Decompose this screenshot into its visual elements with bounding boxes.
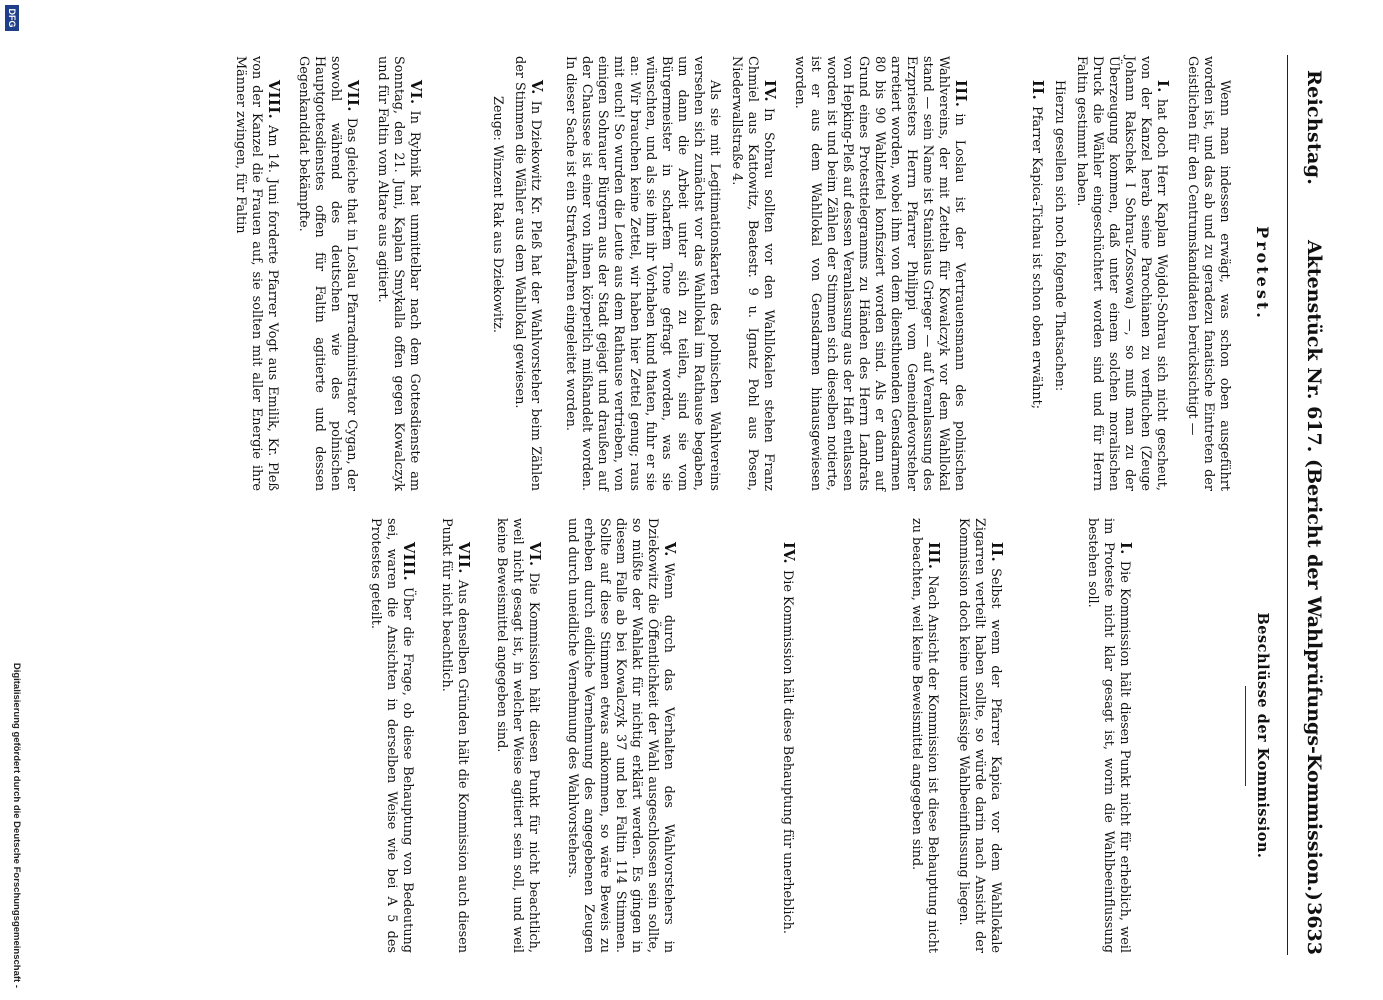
protest-item-v	[511, 56, 544, 491]
digitization-footer	[4, 0, 28, 1000]
item-text: Hierzu gesellen sich noch folgende Thatsachen:	[1052, 80, 1067, 392]
resolution-item-iv	[779, 518, 796, 953]
item-text: In Dziekowitz Kr. Pleß hat der Wahlvorsteher beim Zählen der Stimmen die Wähler aus dem Wahllokal gewiesen.	[512, 56, 543, 491]
resolution-item-viii	[367, 518, 416, 953]
header-title: Aktenstück Nr. 617. (Bericht der Wahlprüfungs-Kommission.)	[1303, 240, 1325, 901]
item-number: VIII.	[265, 80, 282, 120]
protest-note	[1051, 56, 1067, 491]
protest-item-vii	[295, 56, 360, 491]
item-number: II.	[1029, 80, 1046, 101]
item-number: VI.	[407, 80, 424, 105]
item-text: Die Kommission hält diese Behauptung für unerheblich.	[780, 570, 795, 934]
resolution-item-i	[1084, 518, 1133, 953]
item-text: in Loslau ist der Vertrauensmann des polnischen Wahlvereins, der mit Zetteln für Kowalczyk vor dem Wahllokal stand — sein Name ist Stanislaus Grieger — auf Veranlassung des Erzpriesters Herrn Pfarrer Philippi vom Gemeindevorsteher arretiert worden, wobei ihm von dem diensthuenden Gensdarmen 80 bis 90 Wahlzettel konfisziert worden sind. Als er dann auf Grund eines Protesttelegramms zu Händen des Herrn Landrats von Hepking-Pleß auf dessen Veranlassung aus der Haft entlassen worden ist und beim Zählen der Stimmen sich dieselben notierte, ist er aus dem Wahllokal von Gensdarmen hinausgewiesen worden.	[792, 56, 967, 491]
protest-item-vi	[374, 56, 423, 491]
page-header	[1291, 55, 1325, 955]
protest-intro: Wenn man indessen erwägt, was schon oben ausgeführt worden ist, und das ab und zu geradezu fanatische Eintreten der Geistlichen für den Centrumskandidaten berücksichtigt —	[1185, 56, 1232, 491]
header-left: Reichstag.	[1303, 70, 1325, 186]
item-text: Zeuge: Winzent Rak aus Dziekowitz.	[490, 96, 505, 333]
resolution-item-iii	[908, 518, 941, 953]
item-number: IV.	[761, 80, 778, 103]
resolution-item-ii	[955, 518, 1004, 953]
item-text: Wenn durch das Verhalten des Wahlvorstehers in Dziekowitz die Öffentlichkeit der Wahl ausgeschlossen sein sollte, so müßte der Wahlakt für nichtig erklärt werden. Es gingen in diesem Falle ab bei Kowalczyk 37 und bei Faltin 114 Stimmen. Sollte auf diese Stimmen etwas ankommen, so wäre Beweis zu erheben durch eidliche Vernehmung des angegebenen Zeugen und durch uneidliche Vernehmung des Wahlvorstehers.	[565, 518, 676, 953]
item-text: Als sie mit Legitimationskarten des polnischen Wahlvereins versehen sich zunächst vor das Wahllokal im Rathause begaben, um dann die Arbeit unter sich zu teilen, sind sie vom Bürgermeister in scharfem Tone gefragt worden, was sie wünschten, und als sie ihm ihr Vorhaben kund thaten, fuhr er sie an: Wir brauchen keine Zettel, wir haben hier Zettel genug; raus mit euch! So wurden die Leute aus dem Rathause vertrieben, von einigen Sohrauer Bürgern aus der Stadt gejagt und draußen auf der Chaussee ist einer von ihnen körperlich mißhandelt worden. In dieser Sache ist ein Strafverfahren eingeleitet worden.	[563, 56, 722, 491]
protest-item-ii	[1028, 56, 1045, 491]
item-text: Selbst wenn der Pfarrer Kapica vor dem Wahllokale Zigarren verteilt haben sollte, so würde darin nach Ansicht der Kommission doch keine unzulässige Wahlbeeinflussung liegen.	[956, 518, 1003, 953]
header-rule	[1287, 55, 1288, 955]
item-number: VII.	[344, 80, 361, 112]
item-text: In Sohrau sollten vor den Wahllokalen stehen Franz Chmiel aus Kattowitz, Beatestr. 9 u. Ignatz Pohl aus Posen, Niederwallstraße 4.	[729, 56, 776, 491]
dfg-logo: DFG	[5, 5, 19, 31]
item-text: Die Kommission hält diesen Punkt nicht für erheblich, weil im Proteste nicht klar gesagt ist, worin die Wahlbeeinflussung bestehen soll.	[1085, 518, 1132, 953]
item-number: V.	[528, 80, 545, 95]
item-number: III.	[952, 80, 969, 108]
item-text: Pfarrer Kapica-Tichau ist schon oben erwähnt;	[1029, 106, 1044, 410]
protest-heading: Protest.	[1253, 226, 1272, 321]
resolution-item-vi	[493, 518, 542, 953]
item-number: I.	[1117, 542, 1134, 555]
protest-item-iv	[728, 56, 777, 491]
item-text: hat doch Herr Kaplan Wojdol-Sohrau sich nicht gescheut, von der Kanzel herab seine Parochianen zu verfluchen (Zeuge Johann Rakschek I Sohrau-Zossowa) —, so muß man zu der Überzeugung kommen, daß unter einem solchen moralischen Druck die Wähler eingeschüchtert worden sind und für Herrn Faltin gestimmt haben.	[1074, 56, 1169, 491]
page-number: 3633	[1303, 902, 1325, 955]
item-number: VI.	[526, 542, 543, 567]
item-text: Nach Ansicht der Kommission ist diese Behauptung nicht zu beachten, weil keine Beweismittel angegeben sind.	[909, 518, 940, 953]
item-number: VII.	[455, 542, 472, 574]
item-number: III.	[925, 542, 942, 570]
item-number: I.	[1154, 80, 1171, 93]
protest-item-iv-cont	[562, 56, 722, 491]
protest-item-viii	[232, 56, 281, 491]
resolution-item-vii	[438, 518, 471, 953]
protest-witness	[489, 56, 505, 491]
item-number: V.	[661, 542, 678, 557]
item-number: II.	[988, 542, 1005, 563]
item-text: Die Kommission hält diesen Punkt für nicht beachtlich, weil nicht gesagt ist, in welcher Weise agitiert sein soll, und weil keine Beweismittel angegeben sind.	[494, 518, 541, 953]
item-text: In Rybnik hat unmittelbar nach dem Gottesdienste am Sonntag, den 21. Juni, Kaplan Smykalla offen gegen Kowalczyk und für Faltin vom Altare aus agitiert.	[375, 56, 422, 491]
item-number: IV.	[780, 542, 797, 565]
protest-item-iii	[791, 56, 968, 491]
item-number: VIII.	[400, 542, 417, 582]
item-text: Aus denselben Gründen hält die Kommission auch diesen Punkt für nicht beachtlich.	[439, 518, 470, 953]
item-text: Über die Frage, ob diese Behauptung von Bedeutung sei, waren die Ansichten in derselben Weise wie bei A 5 des Protestes geteilt.	[368, 518, 415, 953]
resolutions-column	[361, 518, 1275, 953]
item-text: Am 14. Juni forderte Pfarrer Vogt aus Emilik, Kr. Pleß von der Kanzel die Frauen auf, sie sollten mit aller Energie ihre Männer zwingen, für Faltin	[233, 56, 280, 491]
resolutions-heading: Beschlüsse der Kommission.	[1254, 612, 1271, 859]
item-text: Das gleiche that in Loslau Pfarradministrator Cygan, der sowohl während des deutschen wie des polnischen Hauptgottesdienstes offen für Faltin agitierte und dessen Gegenkandidat bekämpfte.	[296, 56, 359, 491]
protest-item-i	[1073, 56, 1170, 491]
footer-credit: Digitalisierung gefördert durch die Deutsche Forschungsgemeinschaft -	[11, 662, 22, 988]
resolution-item-v	[564, 518, 677, 953]
heading-rule	[1245, 686, 1246, 786]
protest-column	[226, 56, 1275, 491]
